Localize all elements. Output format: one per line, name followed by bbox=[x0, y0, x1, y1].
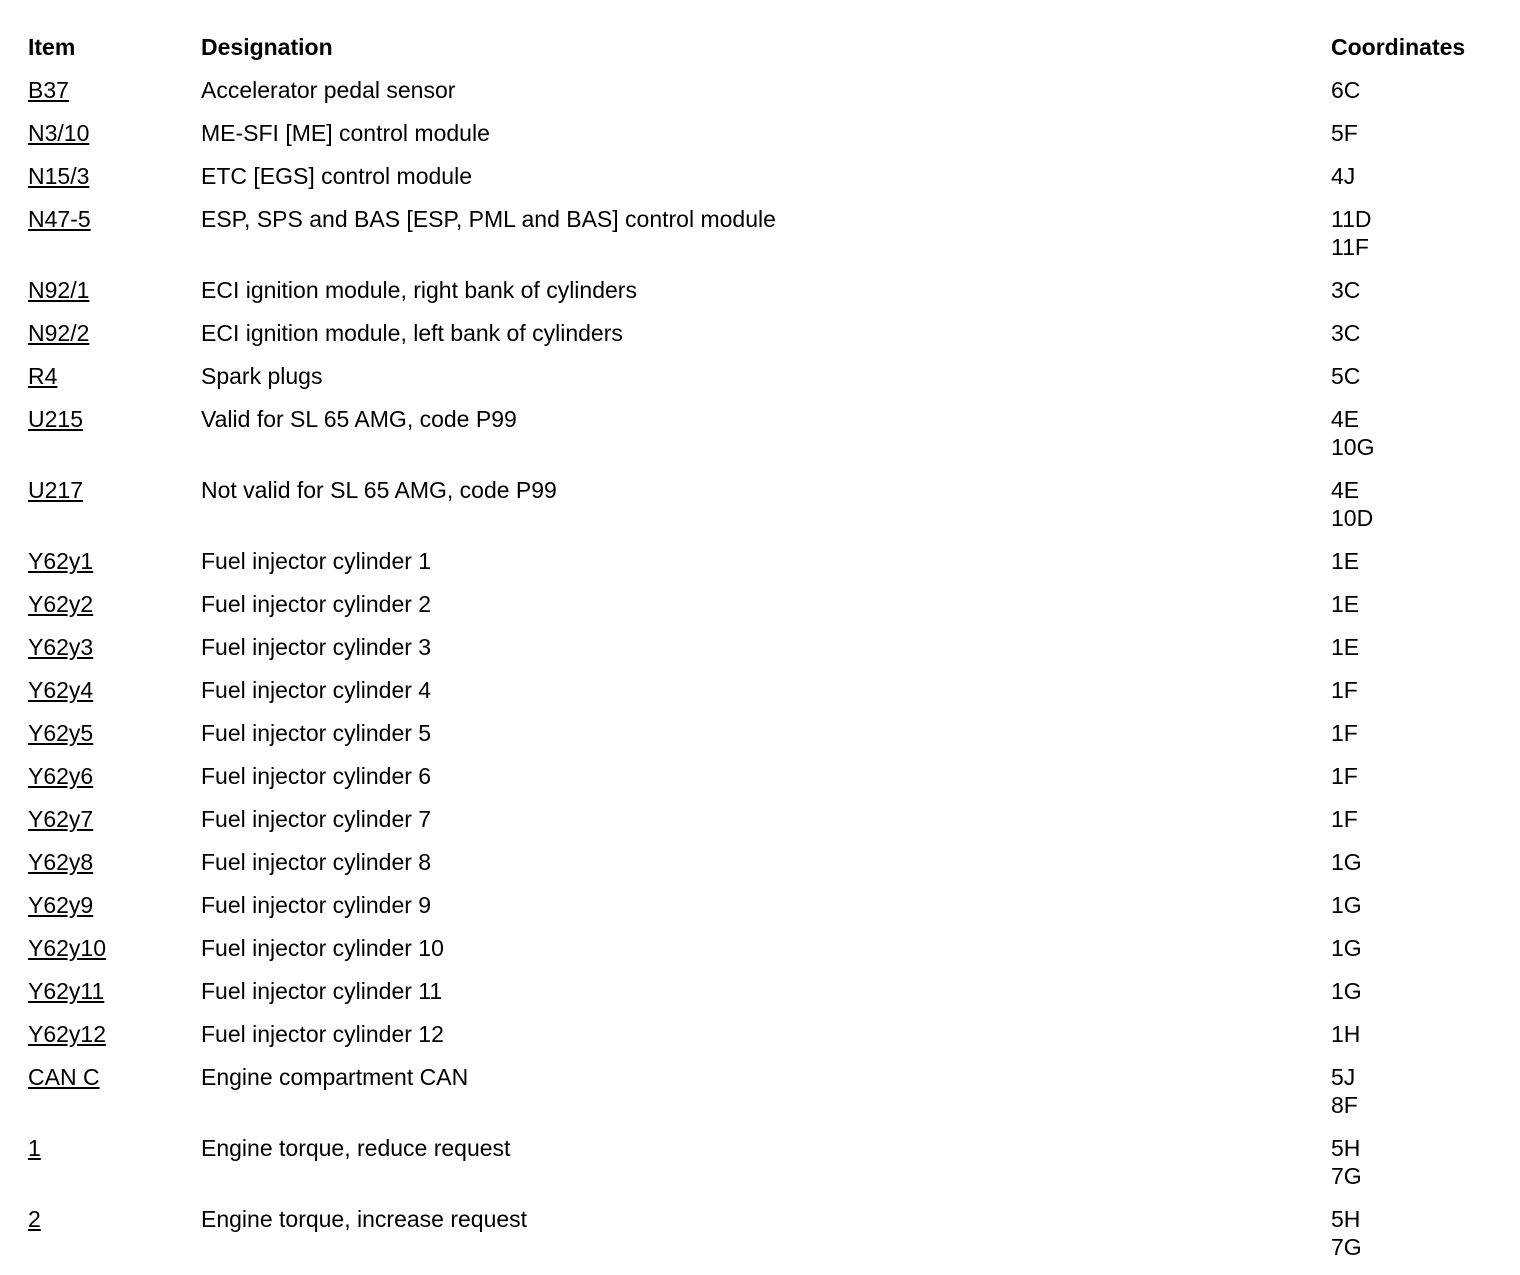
item-link[interactable]: N92/1 bbox=[28, 277, 90, 303]
designation-cell: ME-SFI [ME] control module bbox=[201, 120, 490, 146]
coordinate-value: 11D bbox=[1331, 206, 1372, 232]
designation-cell: Fuel injector cylinder 9 bbox=[201, 892, 432, 918]
coordinate-value: 5H bbox=[1331, 1206, 1361, 1232]
coordinates-cell bbox=[1331, 404, 1511, 475]
coordinate-value: 4E bbox=[1331, 477, 1360, 503]
item-cell bbox=[28, 404, 201, 475]
item-link[interactable]: CAN C bbox=[28, 1064, 100, 1090]
coordinate-value: 4E bbox=[1331, 406, 1360, 432]
designation-cell: Engine torque, increase request bbox=[201, 1206, 528, 1232]
coordinate-value: 10G bbox=[1331, 434, 1375, 460]
item-link[interactable]: 1 bbox=[28, 1135, 41, 1161]
table-row bbox=[28, 761, 1511, 804]
item-cell bbox=[28, 318, 201, 361]
coordinate-value: 6C bbox=[1331, 77, 1361, 103]
coordinates-cell bbox=[1331, 318, 1511, 361]
coordinate-value: 1F bbox=[1331, 806, 1358, 832]
table-row bbox=[28, 589, 1511, 632]
table-body bbox=[28, 75, 1511, 1275]
designation-cell: ECI ignition module, left bank of cylinders bbox=[201, 320, 623, 346]
item-link[interactable]: Y62y1 bbox=[28, 548, 94, 574]
coordinates-cell bbox=[1331, 890, 1511, 933]
designation-cell: Engine torque, reduce request bbox=[201, 1135, 511, 1161]
item-link[interactable]: Y62y2 bbox=[28, 591, 94, 617]
table-row bbox=[28, 933, 1511, 976]
coordinates-cell bbox=[1331, 546, 1511, 589]
coordinate-value: 5F bbox=[1331, 120, 1358, 146]
coordinate-value: 1F bbox=[1331, 720, 1358, 746]
header-row bbox=[28, 30, 1511, 75]
designation-cell: Not valid for SL 65 AMG, code P99 bbox=[201, 477, 557, 503]
coordinate-value: 4J bbox=[1331, 163, 1356, 189]
item-cell bbox=[28, 546, 201, 589]
coordinates-cell bbox=[1331, 475, 1511, 546]
table-row bbox=[28, 361, 1511, 404]
item-link[interactable]: Y62y4 bbox=[28, 677, 94, 703]
coordinates-cell bbox=[1331, 804, 1511, 847]
item-cell bbox=[28, 118, 201, 161]
header-item: Item bbox=[28, 34, 76, 60]
item-cell bbox=[28, 718, 201, 761]
coordinate-value: 10D bbox=[1331, 505, 1374, 531]
coordinates-cell bbox=[1331, 976, 1511, 1019]
designation-cell: Fuel injector cylinder 2 bbox=[201, 591, 432, 617]
item-cell bbox=[28, 589, 201, 632]
item-link[interactable]: N15/3 bbox=[28, 163, 90, 189]
item-link[interactable]: Y62y6 bbox=[28, 763, 94, 789]
table-row bbox=[28, 1019, 1511, 1062]
coordinate-value: 1G bbox=[1331, 849, 1362, 875]
item-cell bbox=[28, 75, 201, 118]
table-row bbox=[28, 275, 1511, 318]
designation-cell: Fuel injector cylinder 4 bbox=[201, 677, 432, 703]
coordinate-value: 1G bbox=[1331, 892, 1362, 918]
item-cell bbox=[28, 1019, 201, 1062]
coordinates-cell bbox=[1331, 275, 1511, 318]
item-link[interactable]: 2 bbox=[28, 1206, 41, 1232]
item-link[interactable]: N3/10 bbox=[28, 120, 90, 146]
item-link[interactable]: Y62y9 bbox=[28, 892, 94, 918]
table-row bbox=[28, 404, 1511, 475]
designation-cell: Fuel injector cylinder 7 bbox=[201, 806, 432, 832]
designation-cell: Fuel injector cylinder 6 bbox=[201, 763, 432, 789]
table-row bbox=[28, 161, 1511, 204]
designation-cell: Valid for SL 65 AMG, code P99 bbox=[201, 406, 517, 432]
designation-cell: Accelerator pedal sensor bbox=[201, 77, 456, 103]
designation-cell: Fuel injector cylinder 1 bbox=[201, 548, 432, 574]
item-cell bbox=[28, 1133, 201, 1204]
coordinate-value: 11F bbox=[1331, 234, 1369, 260]
item-cell bbox=[28, 675, 201, 718]
table-row bbox=[28, 675, 1511, 718]
coordinates-cell bbox=[1331, 847, 1511, 890]
designation-cell: Fuel injector cylinder 5 bbox=[201, 720, 432, 746]
coordinates-cell bbox=[1331, 675, 1511, 718]
item-link[interactable]: U215 bbox=[28, 406, 83, 432]
coordinate-value: 5J bbox=[1331, 1064, 1356, 1090]
item-cell bbox=[28, 761, 201, 804]
item-link[interactable]: R4 bbox=[28, 363, 58, 389]
item-cell bbox=[28, 632, 201, 675]
designation-cell: Fuel injector cylinder 3 bbox=[201, 634, 432, 660]
item-link[interactable]: Y62y11 bbox=[28, 978, 105, 1004]
item-cell bbox=[28, 804, 201, 847]
designation-cell: Spark plugs bbox=[201, 363, 323, 389]
designation-cell: Engine compartment CAN bbox=[201, 1064, 469, 1090]
item-cell bbox=[28, 204, 201, 275]
table-row bbox=[28, 718, 1511, 761]
table-row bbox=[28, 75, 1511, 118]
table-row bbox=[28, 632, 1511, 675]
coordinate-value: 1F bbox=[1331, 677, 1358, 703]
table-row bbox=[28, 1204, 1511, 1275]
designation-cell: ESP, SPS and BAS [ESP, PML and BAS] control module bbox=[201, 206, 776, 232]
coordinate-value: 1H bbox=[1331, 1021, 1361, 1047]
designation-cell: ETC [EGS] control module bbox=[201, 163, 472, 189]
table-row bbox=[28, 475, 1511, 546]
item-cell bbox=[28, 890, 201, 933]
table-row bbox=[28, 546, 1511, 589]
coordinate-value: 1G bbox=[1331, 935, 1362, 961]
item-cell bbox=[28, 275, 201, 318]
item-link[interactable]: B37 bbox=[28, 77, 69, 103]
table-row bbox=[28, 976, 1511, 1019]
designation-cell: Fuel injector cylinder 11 bbox=[201, 978, 443, 1004]
designation-cell: Fuel injector cylinder 12 bbox=[201, 1021, 444, 1047]
item-cell bbox=[28, 475, 201, 546]
table-row bbox=[28, 804, 1511, 847]
coordinates-cell bbox=[1331, 118, 1511, 161]
coordinates-cell bbox=[1331, 1133, 1511, 1204]
item-cell bbox=[28, 161, 201, 204]
item-cell bbox=[28, 933, 201, 976]
coordinates-cell bbox=[1331, 1062, 1511, 1133]
coordinate-value: 5C bbox=[1331, 363, 1361, 389]
coordinates-cell bbox=[1331, 1204, 1511, 1275]
item-link[interactable]: N92/2 bbox=[28, 320, 90, 346]
item-cell bbox=[28, 1062, 201, 1133]
coordinates-cell bbox=[1331, 718, 1511, 761]
item-link[interactable]: Y62y10 bbox=[28, 935, 107, 961]
coordinate-value: 1E bbox=[1331, 591, 1360, 617]
table-header bbox=[28, 30, 1511, 75]
designation-cell: ECI ignition module, right bank of cylinders bbox=[201, 277, 637, 303]
designation-cell: Fuel injector cylinder 8 bbox=[201, 849, 432, 875]
table-row bbox=[28, 118, 1511, 161]
designation-cell: Fuel injector cylinder 10 bbox=[201, 935, 444, 961]
table-row bbox=[28, 318, 1511, 361]
table-row bbox=[28, 890, 1511, 933]
coordinate-value: 1E bbox=[1331, 634, 1360, 660]
coordinates-cell bbox=[1331, 161, 1511, 204]
coordinates-cell bbox=[1331, 75, 1511, 118]
table-row bbox=[28, 204, 1511, 275]
item-cell bbox=[28, 361, 201, 404]
item-link[interactable]: Y62y12 bbox=[28, 1021, 107, 1047]
coordinate-value: 1F bbox=[1331, 763, 1358, 789]
table-row bbox=[28, 1133, 1511, 1204]
legend-table bbox=[28, 30, 1511, 1275]
item-link[interactable]: Y62y7 bbox=[28, 806, 94, 832]
coordinates-cell bbox=[1331, 632, 1511, 675]
item-cell bbox=[28, 847, 201, 890]
coordinate-value: 3C bbox=[1331, 277, 1361, 303]
header-designation: Designation bbox=[201, 34, 333, 60]
coordinate-value: 1G bbox=[1331, 978, 1362, 1004]
coordinate-value: 8F bbox=[1331, 1092, 1358, 1118]
coordinate-value: 1E bbox=[1331, 548, 1360, 574]
item-link[interactable]: N47-5 bbox=[28, 206, 91, 232]
item-link[interactable]: Y62y5 bbox=[28, 720, 94, 746]
item-cell bbox=[28, 1204, 201, 1275]
item-link[interactable]: U217 bbox=[28, 477, 83, 503]
coordinates-cell bbox=[1331, 1019, 1511, 1062]
coordinates-cell bbox=[1331, 361, 1511, 404]
table-row bbox=[28, 847, 1511, 890]
item-link[interactable]: Y62y8 bbox=[28, 849, 94, 875]
coordinates-cell bbox=[1331, 589, 1511, 632]
item-link[interactable]: Y62y3 bbox=[28, 634, 94, 660]
table-row bbox=[28, 1062, 1511, 1133]
coordinates-cell bbox=[1331, 933, 1511, 976]
coordinate-value: 5H bbox=[1331, 1135, 1361, 1161]
coordinates-cell bbox=[1331, 204, 1511, 275]
coordinate-value: 7G bbox=[1331, 1163, 1362, 1189]
coordinate-value: 3C bbox=[1331, 320, 1361, 346]
coordinates-cell bbox=[1331, 761, 1511, 804]
item-cell bbox=[28, 976, 201, 1019]
coordinate-value: 7G bbox=[1331, 1234, 1362, 1260]
header-coordinates: Coordinates bbox=[1331, 34, 1466, 60]
